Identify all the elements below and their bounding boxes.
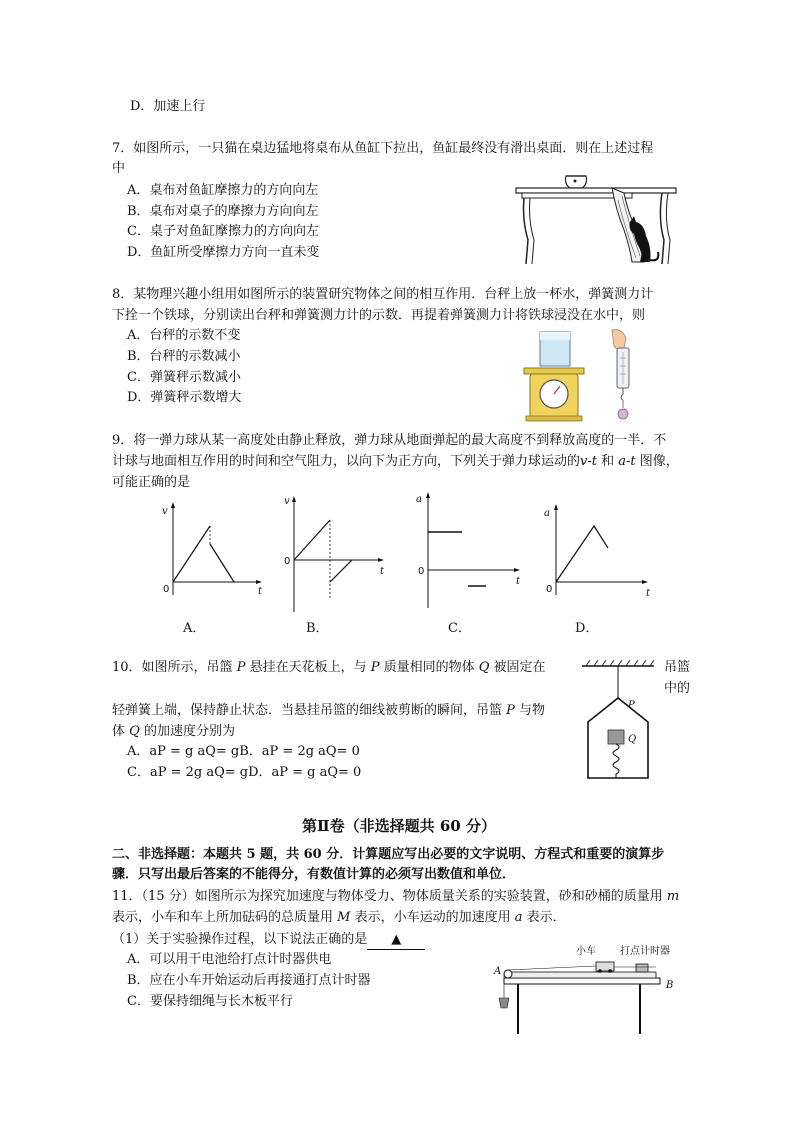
q8-option-b: B．台秤的示数减小	[127, 349, 241, 364]
q11-option-c: C．要保持细绳与长木板平行	[127, 994, 293, 1009]
cart-track-figure	[490, 942, 680, 1038]
section-2-title: 第Ⅱ卷（非选择题共 60 分）	[302, 817, 496, 835]
q8-option-d: D．弹簧秤示数增大	[127, 390, 242, 405]
q7-option-b: B．桌布对桌子的摩擦力方向向左	[127, 204, 319, 219]
fig-a-label: A	[494, 966, 502, 977]
fig-p-label: P	[628, 700, 635, 711]
graph-d-t-label: t	[646, 588, 651, 599]
q8-stem-line2: 下拴一个铁球，分别读出台秤和弹簧测力计的示数．再提着弹簧测力计将铁球浸没在水中，则	[112, 308, 646, 323]
graph-d	[542, 500, 654, 600]
q10-side-text-2: 中的	[664, 681, 691, 696]
graph-a-v-label: v	[162, 506, 168, 517]
graph-d-a-label: a	[544, 508, 550, 519]
table-cat-figure	[512, 170, 684, 268]
graph-b-zero: 0	[284, 556, 291, 567]
section-2-instructions-line1: 二、非选择题：本题共 5 题，共 60 分．计算题应写出必要的文字说明、方程式和重要的演算步	[112, 847, 665, 862]
graph-a-t-label: t	[258, 586, 263, 597]
graph-d-zero: 0	[546, 584, 553, 595]
fig-q-label: Q	[628, 734, 637, 745]
graph-a-zero: 0	[163, 584, 170, 595]
graph-label-c: C．	[448, 621, 471, 636]
fig-b-label: B	[666, 980, 674, 991]
q10-options-line1: A．aP = g aQ= gB．aP = 2g aQ= 0	[127, 744, 360, 759]
graph-b	[282, 494, 392, 614]
fig-timer-label: 打点计时器	[620, 946, 670, 957]
q7-stem-line2: 中	[112, 161, 126, 176]
graph-b-v-label: v	[284, 496, 290, 507]
q10-options-line2: C．aP = 2g aQ= gD．aP = g aQ= 0	[127, 765, 362, 780]
q11-stem-line2: 表示，小车和车上所加砝码的总质量用 M 表示，小车运动的加速度用 a 表示．	[112, 910, 566, 925]
q8-option-a: A．台秤的示数不变	[127, 328, 241, 343]
q6-option-d: D．加速上行	[130, 99, 206, 114]
q8-option-c: C．弹簧秤示数减小	[127, 370, 241, 385]
q11-option-b: B．应在小车开始运动后再接通打点计时器	[127, 973, 371, 988]
graph-c-a-label: a	[416, 494, 422, 505]
graph-a	[158, 500, 268, 600]
graph-c	[416, 490, 526, 610]
graph-label-d: D．	[575, 621, 599, 636]
q7-option-a: A．桌布对鱼缸摩擦力的方向向左	[127, 183, 319, 198]
q10-side-text-1: 吊篮	[664, 660, 691, 675]
q11-sub-question-1: （1）关于实验操作过程，以下说法正确的是 ▲	[112, 931, 425, 950]
section-2-instructions-line2: 骤．只写出最后答案的不能得分，有数值计算的必须写出数值和单位．	[112, 867, 516, 882]
q9-stem-line2: 计球与地面相互作用的时间和空气阻力，以向下为正方向，下列关于弹力球运动的v-t 和 a-t 图像，	[112, 454, 679, 469]
q8-stem-line1: 8．某物理兴趣小组用如图所示的装置研究物体之间的相互作用．台秤上放一杯水，弹簧测力计	[112, 287, 654, 302]
q9-stem-line1: 9．将一弹力球从某一高度处由静止释放，弹力球从地面弹起的最大高度不到释放高度的一半．不	[112, 433, 667, 448]
graph-c-zero: 0	[418, 566, 425, 577]
q7-option-c: C．桌子对鱼缸摩擦力的方向向左	[127, 224, 319, 239]
fig-car-label: 小车	[576, 946, 596, 957]
graph-b-t-label: t	[380, 566, 385, 577]
q11-option-a: A．可以用干电池给打点计时器供电	[127, 952, 332, 967]
graph-label-b: B．	[306, 621, 329, 636]
graph-label-a: A．	[183, 621, 206, 636]
q7-stem-line1: 7．如图所示，一只猫在桌边猛地将桌布从鱼缸下拉出，鱼缸最终没有滑出桌面．则在上述过程	[112, 141, 654, 156]
scale-and-spring-balance-figure	[520, 328, 640, 423]
q9-stem-line3: 可能正确的是	[112, 475, 191, 490]
q11-stem-line1: 11．（15 分）如图所示为探究加速度与物体受力、物体质量关系的实验装置，砂和砂桶的质量用 m	[112, 889, 680, 904]
q10-stem-line1: 10．如图所示，吊篮 P 悬挂在天花板上，与 P 质量相同的物体 Q 被固定在	[112, 660, 546, 675]
hanging-basket-figure	[578, 660, 662, 782]
q10-stem-line2: 轻弹簧上端，保持静止状态．当悬挂吊篮的细线被剪断的瞬间，吊篮 P 与物	[112, 703, 546, 718]
q10-stem-line3: 体 Q 的加速度分别为	[112, 724, 235, 739]
answer-blank: ▲	[367, 931, 425, 950]
graph-c-t-label: t	[516, 576, 521, 587]
q7-option-d: D．鱼缸所受摩擦力方向一直未变	[127, 245, 320, 260]
